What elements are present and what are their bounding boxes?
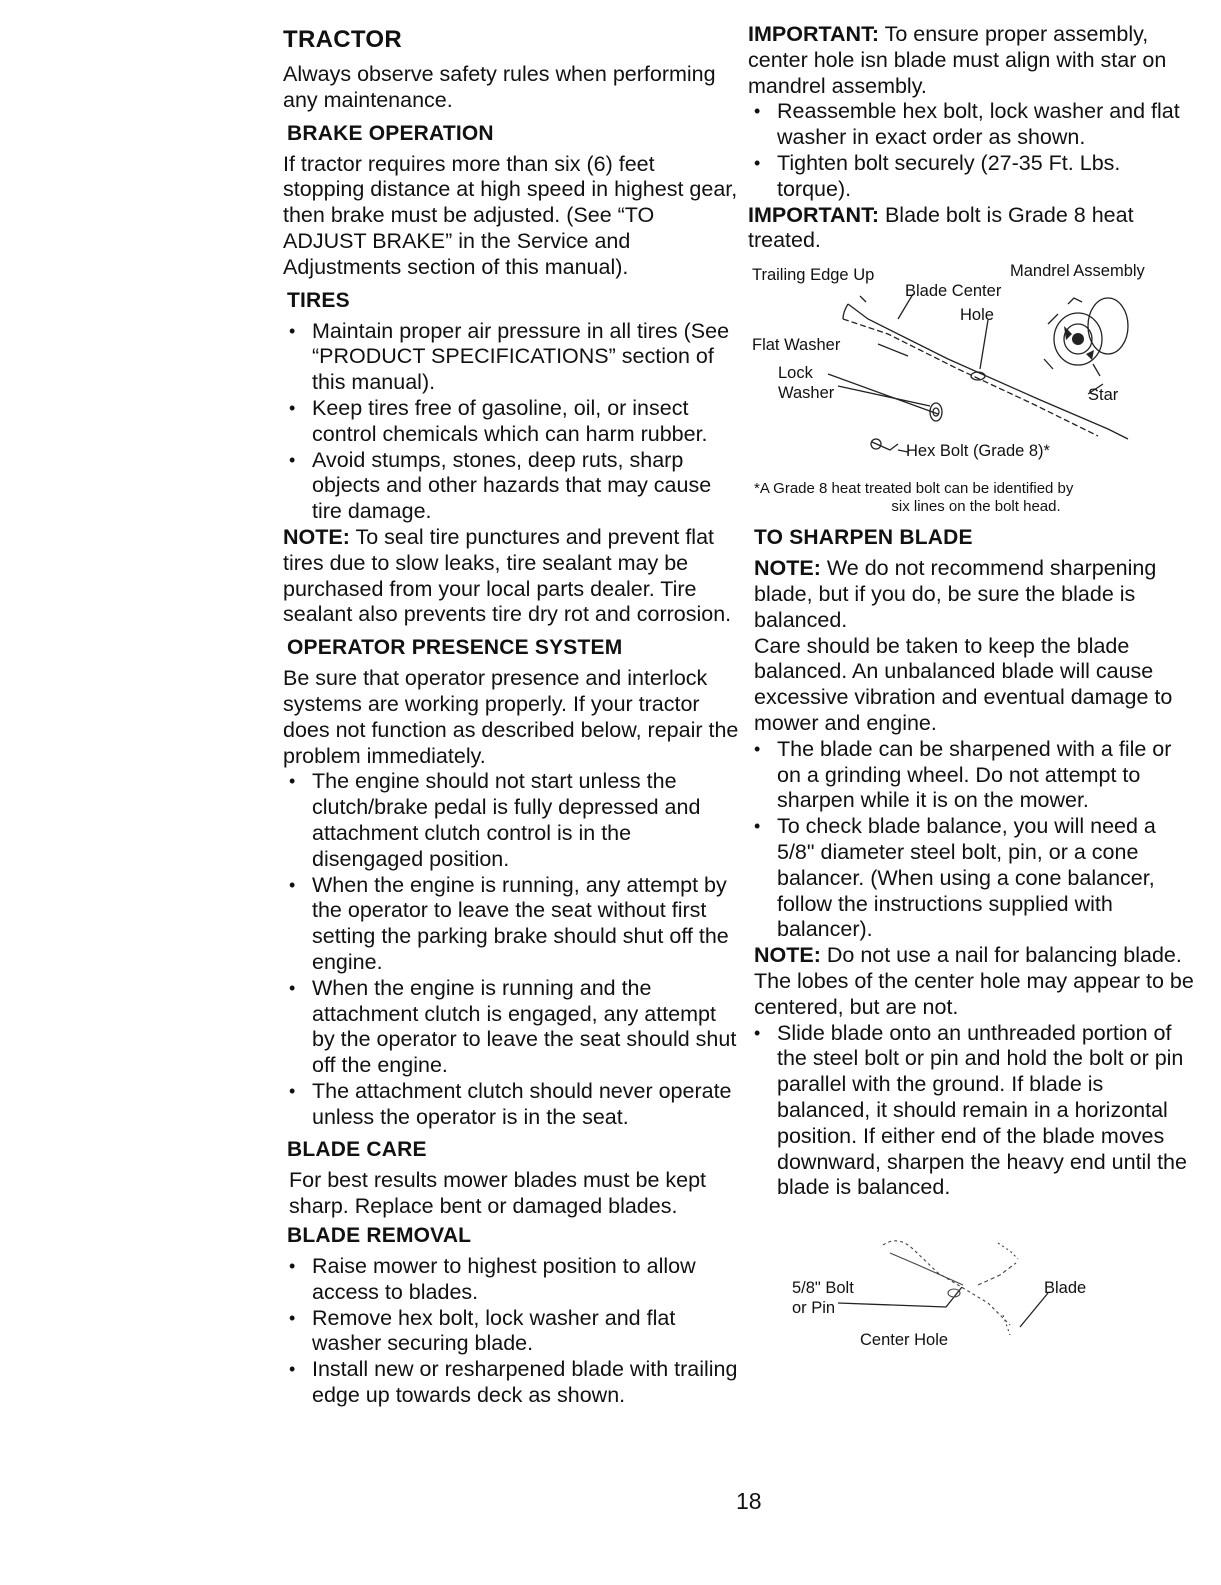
label-bolt: 5/8" Bolt	[792, 1279, 854, 1298]
label-mandrel-assembly: Mandrel Assembly	[1010, 262, 1145, 281]
blade-care-text: For best results mower blades must be kept sharp. Replace bent or damaged blades.	[289, 1168, 707, 1219]
brake-text: If tractor requires more than six (6) feet stopping distance at high speed in highest gear, then brake must be adjusted. (See “TO ADJUST BRAKE” in the Service and Adjustments section of this manual).	[283, 151, 738, 279]
list-item: • Tighten bolt securely (27-35 Ft. Lbs. torque).	[752, 151, 1198, 203]
note-label: NOTE:	[754, 943, 821, 968]
page-number: 18	[736, 1488, 762, 1514]
note-text: Do not use a nail for balancing blade. The lobes of the center hole may appear to be centered, but are not.	[754, 943, 1194, 1019]
tire-sealant-note	[283, 525, 741, 628]
label-center-hole: Center Hole	[860, 1331, 949, 1350]
note-label: NOTE:	[754, 556, 821, 581]
important-bolt-grade	[748, 203, 1198, 255]
label-trailing-edge: Trailing Edge Up	[752, 266, 875, 285]
heading-brake-operation: BRAKE OPERATION	[287, 121, 494, 145]
blade-balance-figure	[748, 1225, 1198, 1355]
right-column	[748, 22, 1198, 1355]
label-lock: Lock	[778, 364, 813, 383]
list-item: • When the engine is running, any attempt by the operator to leave the seat without first setting the parking brake should shut off the engine.	[287, 873, 741, 976]
list-item: • Maintain proper air pressure in all tires (See “PRODUCT SPECIFICATIONS” section of this manual).	[287, 319, 741, 396]
blade-assembly-figure	[748, 264, 1198, 474]
left-column	[283, 22, 741, 1409]
list-item: • Avoid stumps, stones, deep ruts, sharp objects and other hazards that may cause tire damage.	[287, 448, 741, 525]
tires-list	[287, 319, 741, 525]
note-text: We do not recommend sharpening blade, but if you do, be sure the blade is balanced.	[754, 556, 1157, 632]
important-text: Blade bolt is Grade 8 heat treated.	[748, 202, 1134, 253]
label-flat-washer: Flat Washer	[752, 336, 841, 355]
heading-operator-presence: OPERATOR PRESENCE SYSTEM	[287, 636, 623, 660]
important-text: To ensure proper assembly, center hole isn blade must align with star on mandrel assembly.	[748, 22, 1167, 98]
note-label: NOTE:	[283, 524, 350, 549]
list-item: • The blade can be sharpened with a file or on a grinding wheel. Do not attempt to sharpen while it is on the mower.	[752, 737, 1198, 814]
important-label: IMPORTANT:	[748, 202, 879, 227]
list-item: • Remove hex bolt, lock washer and flat washer securing blade.	[287, 1306, 741, 1358]
sharpen-note	[754, 556, 1198, 633]
note-text: To seal tire punctures and prevent flat tires due to slow leaks, tire sealant may be purchased from your local parts dealer. Tire sealant also prevents tire dry rot and corrosion.	[283, 524, 732, 627]
footnote-line: six lines on the bolt head.	[891, 498, 1061, 516]
footnote-line: *A Grade 8 heat treated bolt can be identified by	[754, 480, 1074, 498]
operator-presence-text: Be sure that operator presence and interlock systems are working properly. If your tractor does not function as described below, repair the problem immediately.	[283, 666, 739, 768]
label-hex-bolt: Hex Bolt (Grade 8)*	[906, 442, 1050, 461]
heading-blade-care: BLADE CARE	[287, 1138, 427, 1162]
blade-removal-list	[287, 1254, 741, 1409]
operator-presence-list	[287, 769, 741, 1130]
list-item: • When the engine is running and the attachment clutch is engaged, any attempt by the operator to leave the seat should shut off the engine.	[287, 976, 741, 1079]
intro-text: Always observe safety rules when performing any maintenance.	[283, 62, 716, 112]
important-alignment	[748, 22, 1198, 99]
heading-to-sharpen-blade: TO SHARPEN BLADE	[754, 526, 973, 550]
label-blade-center: Blade Center	[905, 282, 1002, 301]
list-item: • To check blade balance, you will need a 5/8" diameter steel bolt, pin, or a cone balancer. (When using a cone balancer, follow the instructions supplied with balancer).	[752, 814, 1198, 943]
label-hole: Hole	[960, 306, 994, 325]
important-label: IMPORTANT:	[748, 22, 879, 46]
label-star: Star	[1088, 386, 1119, 405]
list-item: • The attachment clutch should never operate unless the operator is in the seat.	[287, 1079, 741, 1131]
list-item: • The engine should not start unless the clutch/brake pedal is fully depressed and attachment clutch control is in the disengaged position.	[287, 769, 741, 872]
list-item: • Slide blade onto an unthreaded portion of the steel bolt or pin and hold the bolt or pin parallel with the ground. If blade is balanced, it should remain in a horizontal position. If either end of the blade moves downward, sharpen the heavy end until the blade is balanced.	[752, 1021, 1198, 1202]
sharpen-list	[752, 737, 1198, 943]
heading-blade-removal: BLADE REMOVAL	[287, 1224, 472, 1248]
list-item: • Install new or resharpened blade with trailing edge up towards deck as shown.	[287, 1357, 741, 1409]
bolt-footnote	[754, 480, 1198, 516]
label-washer: Washer	[778, 384, 835, 403]
list-item: • Reassemble hex bolt, lock washer and flat washer in exact order as shown.	[752, 99, 1198, 151]
list-item: • Raise mower to highest position to allow access to blades.	[287, 1254, 741, 1306]
heading-tires: TIRES	[287, 288, 350, 312]
balance-list	[752, 1021, 1198, 1202]
label-or-pin: or Pin	[792, 1299, 836, 1318]
label-blade: Blade	[1044, 1279, 1087, 1298]
section-title-tractor: TRACTOR	[283, 26, 402, 53]
assembly-list	[752, 99, 1198, 202]
list-item: • Keep tires free of gasoline, oil, or insect control chemicals which can harm rubber.	[287, 396, 741, 448]
blade-balance-text: Care should be taken to keep the blade balanced. An unbalanced blade will cause excessive vibration and eventual damage to mower and engine.	[754, 633, 1173, 735]
nail-note	[754, 943, 1198, 1020]
